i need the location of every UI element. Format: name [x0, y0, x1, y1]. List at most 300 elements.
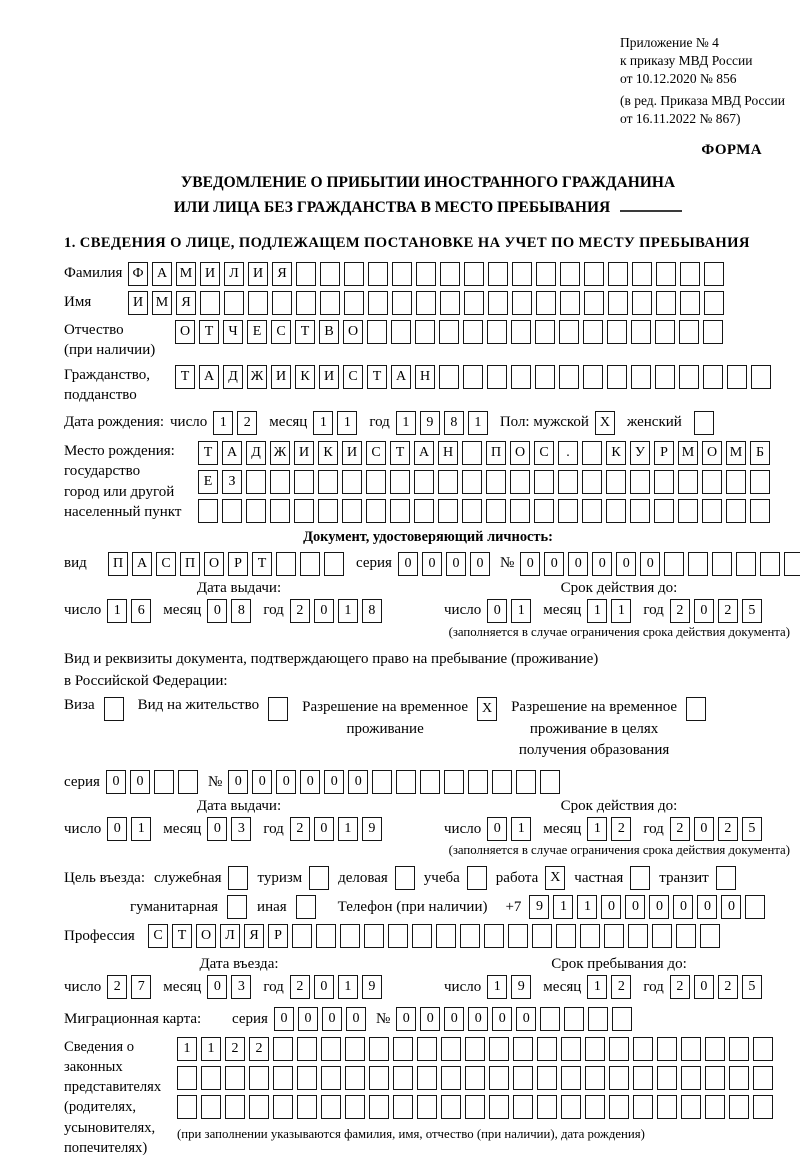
permit-series-cells [106, 770, 198, 794]
char-cell [652, 924, 672, 948]
char-cell [700, 924, 720, 948]
char-cell: 1 [107, 599, 127, 623]
char-cell [583, 320, 603, 344]
form-title-line2-wrap [64, 196, 792, 221]
char-cell: 0 [348, 770, 368, 794]
char-cell: М [152, 291, 172, 315]
char-cell [464, 262, 484, 286]
migration-number-label: № [375, 1010, 391, 1027]
char-cell: 1 [577, 895, 597, 919]
char-cell [200, 291, 220, 315]
char-cell: Т [390, 441, 410, 465]
stay-month-cells [587, 975, 631, 999]
char-cell: 1 [337, 411, 357, 435]
purpose-business-checkbox [395, 866, 415, 890]
char-cell: 1 [553, 895, 573, 919]
char-cell [633, 1037, 653, 1061]
visa-label: Виза [64, 696, 95, 713]
purpose-other-label: иная [257, 898, 287, 915]
char-cell: Л [220, 924, 240, 948]
char-cell: С [534, 441, 554, 465]
char-cell: 1 [587, 599, 607, 623]
char-cell [436, 924, 456, 948]
char-cell [367, 320, 387, 344]
char-cell: 3 [231, 975, 251, 999]
char-cell [297, 1095, 317, 1119]
char-cell: И [200, 262, 220, 286]
char-cell [655, 320, 675, 344]
char-cell [580, 924, 600, 948]
char-cell: 0 [640, 552, 660, 576]
char-cell [225, 1066, 245, 1090]
doc-expiry-date [444, 599, 794, 623]
char-cell [729, 1095, 749, 1119]
purpose-tourism-checkbox [309, 866, 329, 890]
char-cell: Е [198, 470, 218, 494]
char-cell [676, 924, 696, 948]
char-cell [487, 365, 507, 389]
temp-permit-label-line: Разрешение на временное [302, 698, 469, 715]
char-cell [703, 320, 723, 344]
char-cell [441, 1066, 461, 1090]
migration-series-cells [274, 1007, 366, 1031]
stay-until-heading: Срок пребывания до: [551, 956, 687, 973]
char-cell [272, 291, 292, 315]
char-cell: Р [654, 441, 674, 465]
birth-month-cells [313, 411, 357, 435]
char-cell [513, 1037, 533, 1061]
char-cell: 2 [670, 599, 690, 623]
birth-year-group [369, 411, 487, 435]
char-cell: 0 [694, 975, 714, 999]
char-cell [462, 470, 482, 494]
birth-year-cells [396, 411, 488, 435]
char-cell [585, 1037, 605, 1061]
char-cell [726, 470, 746, 494]
char-cell [702, 470, 722, 494]
representatives-cells-row2 [177, 1066, 773, 1090]
phone-label: Телефон (при наличии) [337, 898, 488, 915]
representatives-row [64, 1037, 792, 1158]
char-cell: А [132, 552, 152, 576]
char-cell [438, 470, 458, 494]
char-cell [368, 262, 388, 286]
char-cell: Е [247, 320, 267, 344]
char-cell: П [486, 441, 506, 465]
month-label: месяц [543, 602, 582, 619]
char-cell [726, 499, 746, 523]
purpose-official-label: служебная [153, 869, 222, 886]
char-cell: 0 [592, 552, 612, 576]
char-cell [489, 1037, 509, 1061]
char-cell: 0 [314, 817, 334, 841]
char-cell: 0 [396, 1007, 416, 1031]
residence-permit-label: Вид на жительство [137, 696, 260, 713]
given-name-label: Имя [64, 294, 92, 311]
char-cell [604, 924, 624, 948]
doc-expiry-day-cells [487, 599, 531, 623]
char-cell [606, 470, 626, 494]
char-cell: 0 [106, 770, 126, 794]
char-cell: С [271, 320, 291, 344]
char-cell [534, 499, 554, 523]
char-cell: 1 [338, 817, 358, 841]
char-cell [320, 262, 340, 286]
char-cell [487, 320, 507, 344]
char-cell: 2 [290, 817, 310, 841]
year-label: год [263, 602, 284, 619]
entry-day-cells [107, 975, 151, 999]
residence-options [64, 697, 792, 762]
patronymic-label-line: Отчество [64, 321, 124, 338]
char-cell [630, 470, 650, 494]
char-cell: 1 [313, 411, 333, 435]
entry-dates-row [64, 956, 792, 999]
edu-permit-option [511, 697, 706, 762]
purpose-private-checkbox [630, 866, 650, 890]
doc-series-cells [398, 552, 490, 576]
char-cell [249, 1066, 269, 1090]
char-cell: 0 [228, 770, 248, 794]
patronymic-row [64, 320, 792, 361]
edu-permit-label-line: получения образования [518, 742, 670, 759]
char-cell [632, 262, 652, 286]
char-cell [390, 499, 410, 523]
char-cell [340, 924, 360, 948]
purpose-private-label: частная [574, 869, 624, 886]
char-cell [488, 262, 508, 286]
given-name-cells [128, 291, 724, 315]
entry-date [64, 975, 444, 999]
citizenship-label [64, 365, 175, 406]
purpose-study-checkbox [467, 866, 487, 890]
char-cell [681, 1095, 701, 1119]
char-cell [222, 499, 242, 523]
char-cell [486, 499, 506, 523]
profession-row [64, 924, 792, 948]
char-cell [559, 365, 579, 389]
char-cell [631, 365, 651, 389]
char-cell [705, 1066, 725, 1090]
permit-expiry-date [444, 817, 794, 841]
char-cell [416, 262, 436, 286]
char-cell: А [391, 365, 411, 389]
char-cell: И [271, 365, 291, 389]
char-cell: 0 [470, 552, 490, 576]
residence-doc-line1: Вид и реквизиты документа, подтверждающего право на пребывание (проживание) [64, 650, 599, 667]
char-cell [536, 262, 556, 286]
char-cell [727, 365, 747, 389]
char-cell [559, 320, 579, 344]
char-cell: 1 [338, 975, 358, 999]
patronymic-label [64, 320, 175, 361]
char-cell: 0 [422, 552, 442, 576]
birth-day-group [170, 411, 257, 435]
char-cell [297, 1066, 317, 1090]
char-cell [680, 262, 700, 286]
char-cell [294, 499, 314, 523]
month-label: месяц [269, 414, 308, 431]
year-label: год [643, 978, 664, 995]
char-cell [561, 1066, 581, 1090]
stay-until-date [444, 975, 794, 999]
permit-series-label: серия [64, 773, 100, 790]
char-cell [654, 470, 674, 494]
char-cell [465, 1037, 485, 1061]
char-cell [608, 262, 628, 286]
char-cell: 0 [468, 1007, 488, 1031]
char-cell [656, 262, 676, 286]
char-cell: 0 [107, 817, 127, 841]
char-cell [632, 291, 652, 315]
stay-until-col [444, 956, 794, 999]
blank-underline [620, 210, 682, 212]
char-cell: С [343, 365, 363, 389]
purpose-business-label: деловая [338, 869, 388, 886]
char-cell: 9 [511, 975, 531, 999]
day-label: число [444, 602, 482, 619]
char-cell [561, 1037, 581, 1061]
doc-issue-heading: Дата выдачи: [196, 579, 282, 596]
char-cell [508, 924, 528, 948]
permit-issue-year-cells [290, 817, 382, 841]
form-title-line1: УВЕДОМЛЕНИЕ О ПРИБЫТИИ ИНОСТРАННОГО ГРАЖДАНИНА [180, 174, 676, 192]
char-cell: 2 [237, 411, 257, 435]
char-cell: А [152, 262, 172, 286]
char-cell [342, 499, 362, 523]
char-cell [609, 1095, 629, 1119]
char-cell: И [294, 441, 314, 465]
purpose-transit-checkbox [716, 866, 736, 890]
day-label: число [64, 978, 102, 995]
representatives-cells-row3 [177, 1095, 773, 1119]
char-cell [655, 365, 675, 389]
birth-place-cells-block [198, 441, 770, 523]
char-cell [537, 1095, 557, 1119]
temp-permit-label [302, 697, 468, 741]
char-cell: Д [246, 441, 266, 465]
year-label: год [643, 820, 664, 837]
char-cell: 0 [697, 895, 717, 919]
char-cell [465, 1095, 485, 1119]
day-label: число [64, 602, 102, 619]
char-cell [681, 1066, 701, 1090]
char-cell: 1 [611, 599, 631, 623]
forma-label: ФОРМА [701, 142, 762, 159]
purpose-official-checkbox [228, 866, 248, 890]
char-cell [510, 470, 530, 494]
char-cell [296, 262, 316, 286]
char-cell [318, 470, 338, 494]
char-cell: 0 [487, 817, 507, 841]
char-cell: 0 [649, 895, 669, 919]
citizenship-label-line: Гражданство, [64, 367, 151, 384]
char-cell [415, 320, 435, 344]
char-cell [712, 552, 732, 576]
char-cell [588, 1007, 608, 1031]
representatives-label [64, 1037, 177, 1158]
month-label: месяц [163, 820, 202, 837]
char-cell [324, 552, 344, 576]
year-label: год [263, 978, 284, 995]
char-cell: А [414, 441, 434, 465]
char-cell: Р [228, 552, 248, 576]
purpose-other-checkbox [296, 895, 316, 919]
year-label: год [263, 820, 284, 837]
char-cell [582, 470, 602, 494]
char-cell [344, 291, 364, 315]
temp-permit-checkbox: X [477, 697, 497, 721]
char-cell: Ж [247, 365, 267, 389]
char-cell [460, 924, 480, 948]
char-cell: Л [224, 262, 244, 286]
permit-expiry-year-cells [670, 817, 762, 841]
char-cell [516, 770, 536, 794]
char-cell: 5 [742, 817, 762, 841]
migration-number-cells [396, 1007, 632, 1031]
representatives-label-line: усыновителях, [64, 1119, 156, 1136]
char-cell [270, 499, 290, 523]
char-cell [417, 1037, 437, 1061]
birth-place-label [64, 441, 198, 523]
char-cell [390, 470, 410, 494]
migration-card-label: Миграционная карта: [64, 1010, 202, 1027]
surname-cells [128, 262, 724, 286]
char-cell: 2 [225, 1037, 245, 1061]
char-cell: 2 [611, 817, 631, 841]
char-cell: 1 [338, 599, 358, 623]
char-cell [729, 1066, 749, 1090]
char-cell: 1 [201, 1037, 221, 1061]
year-label: год [643, 602, 664, 619]
char-cell [368, 291, 388, 315]
doc-issue-day-cells [107, 599, 151, 623]
surname-row [64, 262, 792, 286]
char-cell [444, 770, 464, 794]
char-cell: О [196, 924, 216, 948]
char-cell [510, 499, 530, 523]
char-cell [393, 1095, 413, 1119]
char-cell [657, 1095, 677, 1119]
permit-expiry-heading: Срок действия до: [560, 798, 678, 815]
birth-month-group [269, 411, 357, 435]
char-cell [372, 770, 392, 794]
permit-number-cells [228, 770, 560, 794]
doc-issue-month-cells [207, 599, 251, 623]
male-checkbox: X [595, 411, 615, 435]
char-cell [679, 365, 699, 389]
entry-year-cells [290, 975, 382, 999]
char-cell [729, 1037, 749, 1061]
identity-doc-heading: Документ, удостоверяющий личность: [303, 528, 553, 545]
char-cell: 1 [511, 817, 531, 841]
char-cell: 0 [673, 895, 693, 919]
char-cell [704, 291, 724, 315]
char-cell: 0 [298, 1007, 318, 1031]
char-cell [753, 1095, 773, 1119]
representatives-label-line: Сведения о [64, 1039, 135, 1056]
char-cell [678, 499, 698, 523]
char-cell: 2 [107, 975, 127, 999]
char-cell [583, 365, 603, 389]
char-cell: П [108, 552, 128, 576]
char-cell [688, 552, 708, 576]
doc-expiry-col [444, 580, 794, 623]
birth-place-cells-row2 [198, 470, 770, 494]
char-cell: М [176, 262, 196, 286]
month-label: месяц [163, 978, 202, 995]
char-cell: О [510, 441, 530, 465]
char-cell: 0 [420, 1007, 440, 1031]
char-cell: С [148, 924, 168, 948]
edition-line: (в ред. Приказа МВД России [620, 93, 785, 109]
birth-place-cells-row3 [198, 499, 770, 523]
visa-option [64, 697, 124, 721]
char-cell: 0 [616, 552, 636, 576]
char-cell: Т [172, 924, 192, 948]
char-cell [412, 924, 432, 948]
char-cell [750, 499, 770, 523]
char-cell: 0 [300, 770, 320, 794]
char-cell: 9 [420, 411, 440, 435]
char-cell [393, 1037, 413, 1061]
char-cell [560, 262, 580, 286]
sex-female-label: женский [626, 414, 682, 431]
char-cell: П [180, 552, 200, 576]
char-cell [784, 552, 800, 576]
char-cell [664, 552, 684, 576]
char-cell [178, 770, 198, 794]
citizenship-label-line: подданство [64, 387, 137, 404]
char-cell [369, 1037, 389, 1061]
char-cell: 0 [324, 770, 344, 794]
doc-issue-year-cells [290, 599, 382, 623]
edu-permit-checkbox [686, 697, 706, 721]
char-cell [556, 924, 576, 948]
char-cell: 0 [694, 599, 714, 623]
char-cell [463, 320, 483, 344]
edu-permit-label-line: Разрешение на временное [511, 698, 678, 715]
purpose-study-label: учеба [423, 869, 460, 886]
char-cell [465, 1066, 485, 1090]
char-cell: 0 [516, 1007, 536, 1031]
char-cell [736, 552, 756, 576]
char-cell [468, 770, 488, 794]
birth-place-label-line: Место рождения: [64, 442, 175, 459]
given-name-row [64, 291, 792, 315]
char-cell: У [630, 441, 650, 465]
char-cell [608, 291, 628, 315]
char-cell: Я [176, 291, 196, 315]
doc-number-cells [520, 552, 800, 576]
char-cell: Н [438, 441, 458, 465]
char-cell: 0 [625, 895, 645, 919]
doc-expiry-heading: Срок действия до: [560, 579, 678, 596]
char-cell [344, 262, 364, 286]
representatives-label-line: законных [64, 1059, 123, 1076]
char-cell: 1 [213, 411, 233, 435]
char-cell [345, 1037, 365, 1061]
char-cell [392, 291, 412, 315]
char-cell: К [606, 441, 626, 465]
permit-expiry-day-cells [487, 817, 531, 841]
char-cell [273, 1095, 293, 1119]
birth-day-cells [213, 411, 257, 435]
char-cell [249, 1095, 269, 1119]
citizenship-row [64, 365, 792, 406]
char-cell [678, 470, 698, 494]
char-cell [513, 1066, 533, 1090]
